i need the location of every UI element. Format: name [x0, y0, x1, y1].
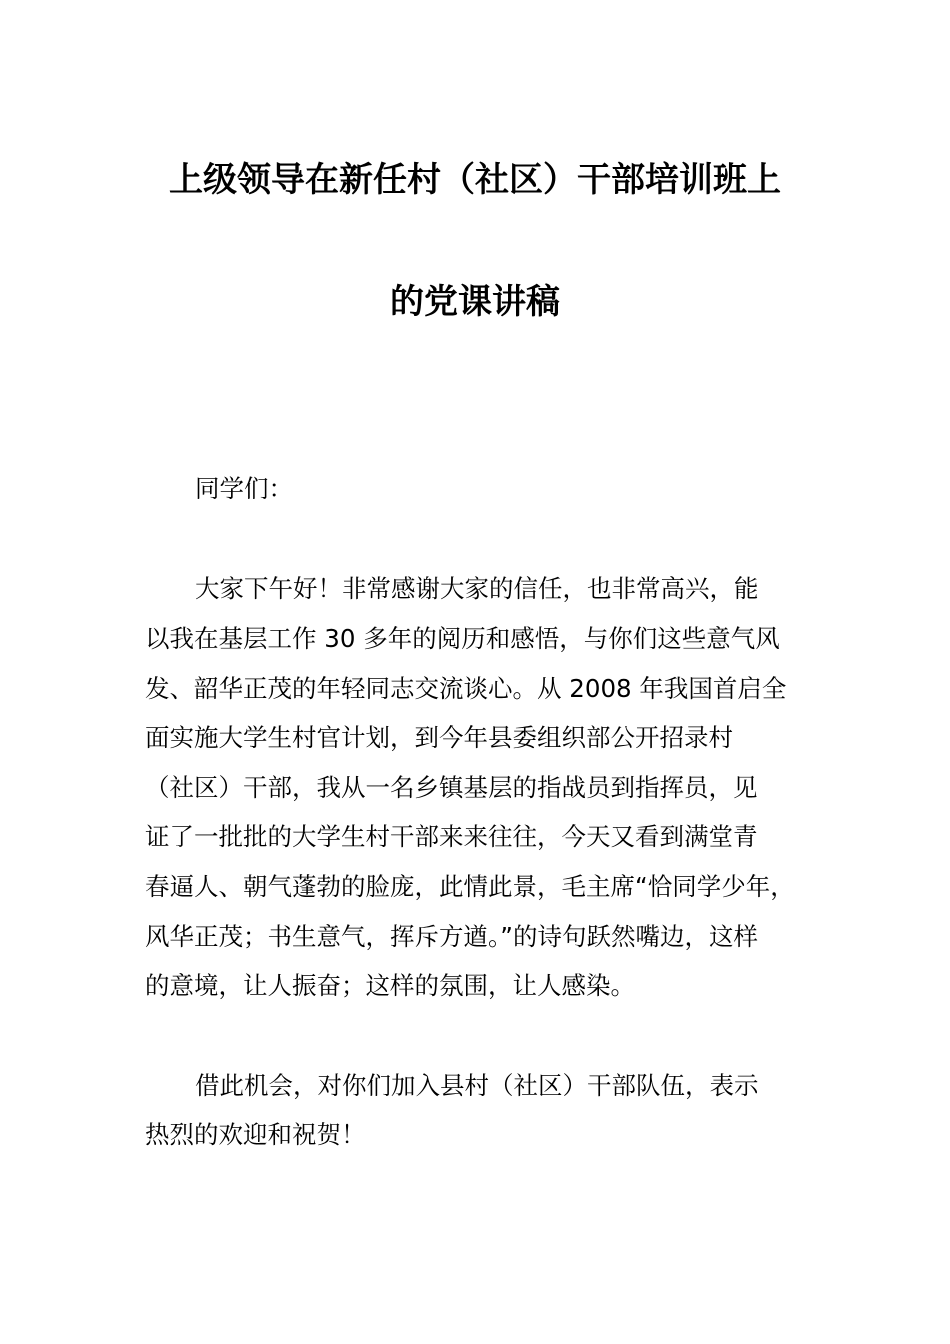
paragraph-1-line-1: 大家下午好！非常感谢大家的信任，也非常高兴，能 — [195, 574, 759, 603]
paragraph-1-line-6: 证了一批批的大学生村干部来来往往，今天又看到满堂青 — [145, 822, 758, 851]
paragraph-1-line-4: 面实施大学生村官计划，到今年县委组织部公开招录村 — [145, 723, 733, 752]
paragraph-1-line-3: 发、韶华正茂的年轻同志交流谈心。从 2008 年我国首启全 — [145, 674, 787, 703]
paragraph-2-line-1: 借此机会，对你们加入县村（社区）干部队伍，表示 — [195, 1071, 759, 1100]
paragraph-1-line-5: （社区）干部，我从一名乡镇基层的指战员到指挥员，见 — [145, 773, 758, 802]
paragraph-1-line-7: 春逼人、朝气蓬勃的脸庞，此情此景，毛主席“恰同学少年， — [145, 872, 795, 901]
paragraph-2-line-2: 热烈的欢迎和祝贺！ — [145, 1120, 366, 1149]
document-title-line-1: 上级领导在新任村（社区）干部培训班上 — [169, 160, 781, 200]
paragraph-1-line-2: 以我在基层工作 30 多年的阅历和感悟，与你们这些意气风 — [145, 624, 780, 653]
paragraph-1-line-8: 风华正茂；书生意气，挥斥方遒。”的诗句跃然嘴边，这样 — [145, 922, 758, 951]
salutation: 同学们： — [195, 474, 293, 503]
paragraph-1-line-9: 的意境，让人振奋；这样的氛围，让人感染。 — [145, 971, 635, 1000]
document-title-line-2: 的党课讲稿 — [390, 282, 560, 322]
